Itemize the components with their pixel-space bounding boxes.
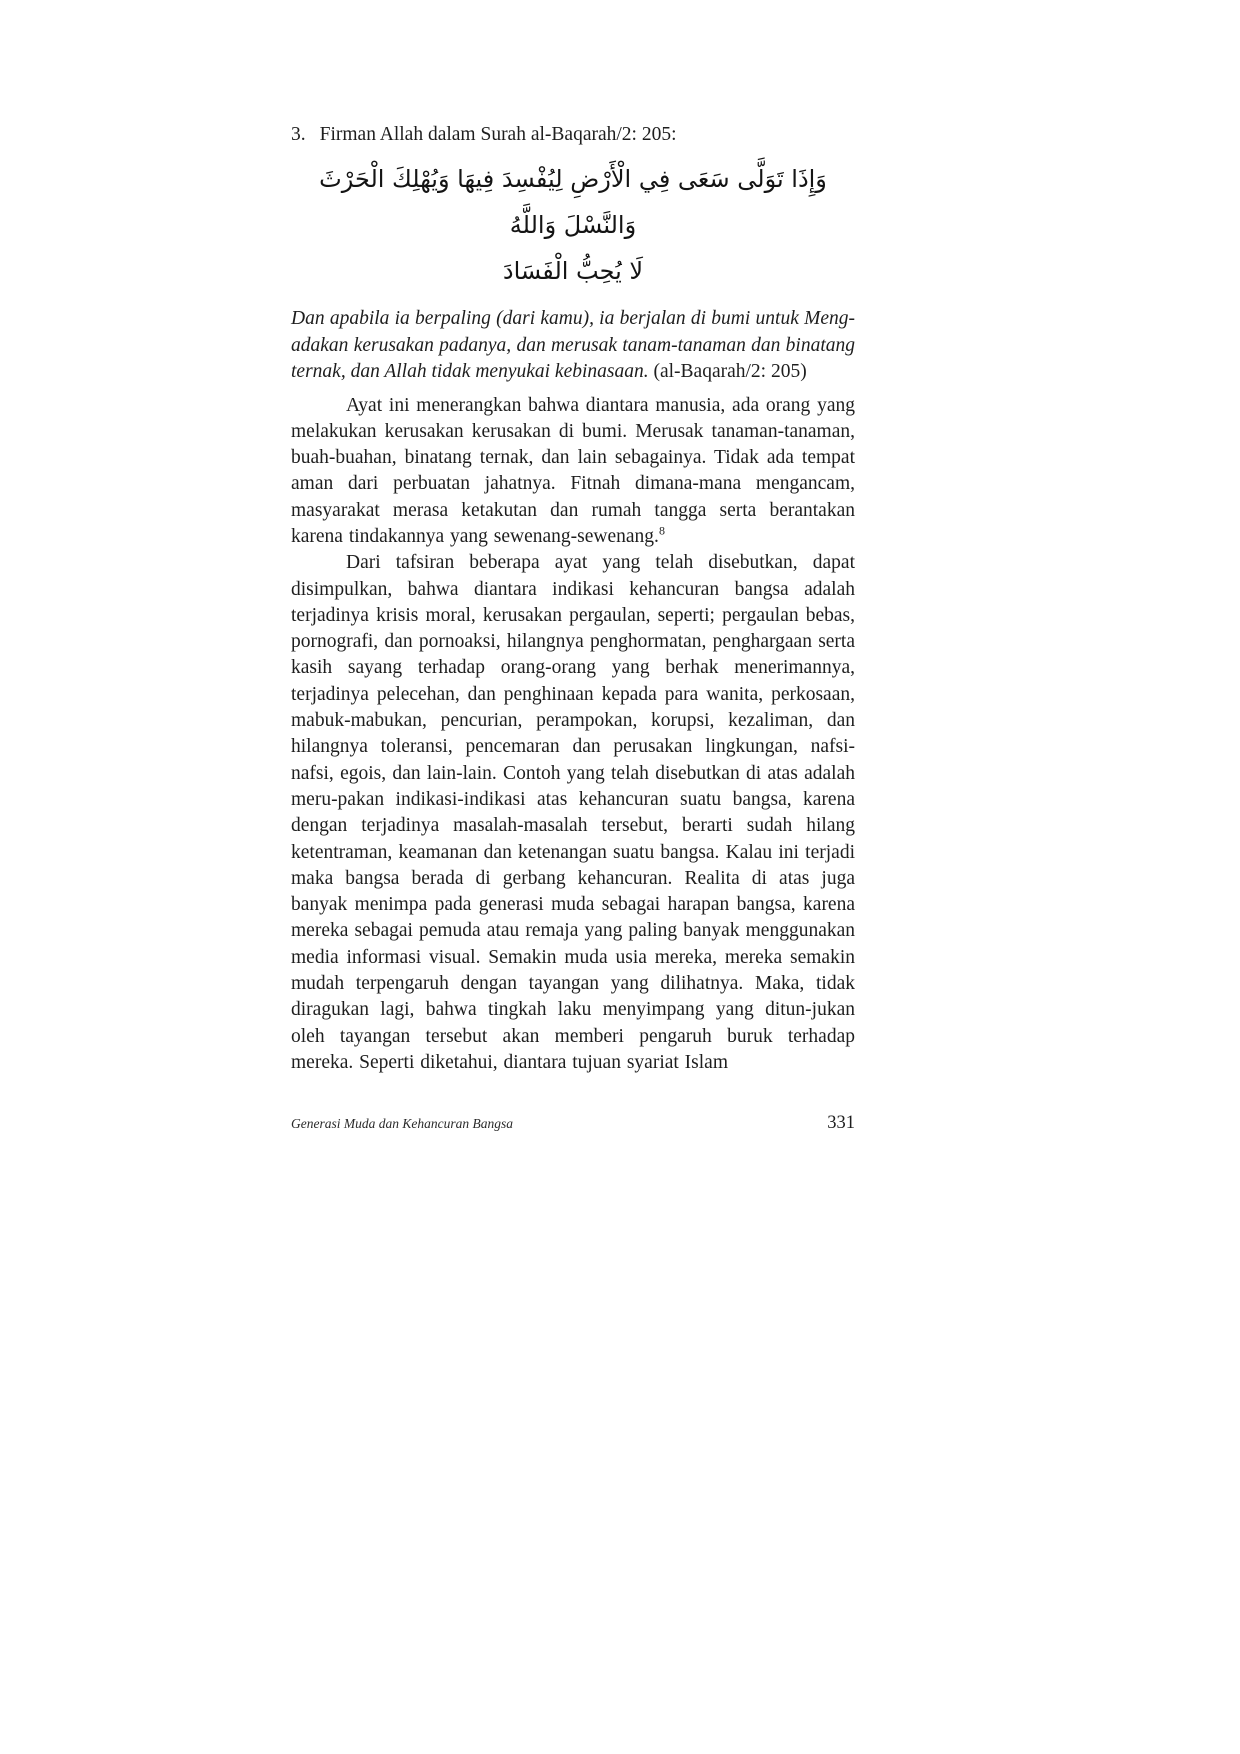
paragraph-body-2: [291, 550, 855, 1076]
page-content: [291, 122, 855, 1076]
paragraph-1-text: Ayat ini menerangkan bahwa diantara manusia, ada orang yang melakukan kerusakan kerusakan di bumi. Merusak tanaman-tanaman, buah-buahan, binatang ternak, dan lain sebagainya. Tidak ada tempat aman dari perbuatan jahatnya. Fitnah dimana-mana mengancam, masyarakat merasa ketakutan dan rumah tangga serta berantakan karena tindakannya yang sewenang-sewenang.: [291, 394, 855, 547]
page-number: 331: [827, 1113, 855, 1133]
running-footer-title: Generasi Muda dan Kehancuran Bangsa: [291, 1116, 513, 1131]
heading-text: Firman Allah dalam Surah al-Baqarah/2: 205:: [319, 124, 677, 145]
section-heading: [291, 122, 855, 148]
arabic-line-1: وَإِذَا تَوَلَّى سَعَى فِي الْأَرْضِ لِيُفْسِدَ فِيهَا وَيُهْلِكَ الْحَرْثَ وَالنَّسْلَ وَاللَّهُ: [319, 165, 827, 239]
verse-translation: [291, 306, 855, 386]
heading-number: 3.: [291, 124, 306, 145]
page-footer: [291, 1113, 855, 1134]
translation-reference: (al-Baqarah/2: 205): [648, 361, 807, 382]
paragraph-body-1: [291, 393, 855, 551]
footnote-reference: 8: [658, 523, 665, 538]
arabic-verse: [291, 156, 855, 294]
arabic-line-2: لَا يُحِبُّ الْفَسَادَ: [502, 257, 644, 285]
translation-text: Dan apabila ia berpaling (dari kamu), ia berjalan di bumi untuk Meng-adakan kerusakan padanya, dan merusak tanam-tanaman dan binatang ternak, dan Allah tidak menyukai kebinasaan.: [291, 308, 855, 382]
paragraph-2-text: Dari tafsiran beberapa ayat yang telah disebutkan, dapat disimpulkan, bahwa diantara indikasi kehancuran bangsa adalah terjadinya krisis moral, kerusakan pergaulan, seperti; pergaulan bebas, pornografi, dan pornoaksi, hilangnya penghormatan, penghargaan serta kasih sayang terhadap orang-orang yang berhak menerimannya, terjadinya pelecehan, dan penghinaan kepada para wanita, perkosaan, mabuk-mabukan, pencurian, perampokan, korupsi, kezaliman, dan hilangnya toleransi, pencemaran dan perusakan lingkungan, nafsi-nafsi, egois, dan lain-lain. Contoh yang telah disebutkan di atas adalah meru-pakan indikasi-indikasi atas kehancuran suatu bangsa, karena dengan terjadinya masalah-masalah tersebut, berarti sudah hilang ketentraman, keamanan dan ketenangan suatu bangsa. Kalau ini terjadi maka bangsa berada di gerbang kehancuran. Realita di atas juga banyak menimpa pada generasi muda sebagai harapan bangsa, karena mereka sebagai pemuda atau remaja yang paling banyak menggunakan media informasi visual. Semakin muda usia mereka, mereka semakin mudah terpengaruh dengan tayangan yang dilihatnya. Maka, tidak diragukan lagi, bahwa tingkah laku menyimpang yang ditun-jukan oleh tayangan tersebut akan memberi pengaruh buruk terhadap mereka. Seperti diketahui, diantara tujuan syariat Islam: [291, 552, 855, 1073]
